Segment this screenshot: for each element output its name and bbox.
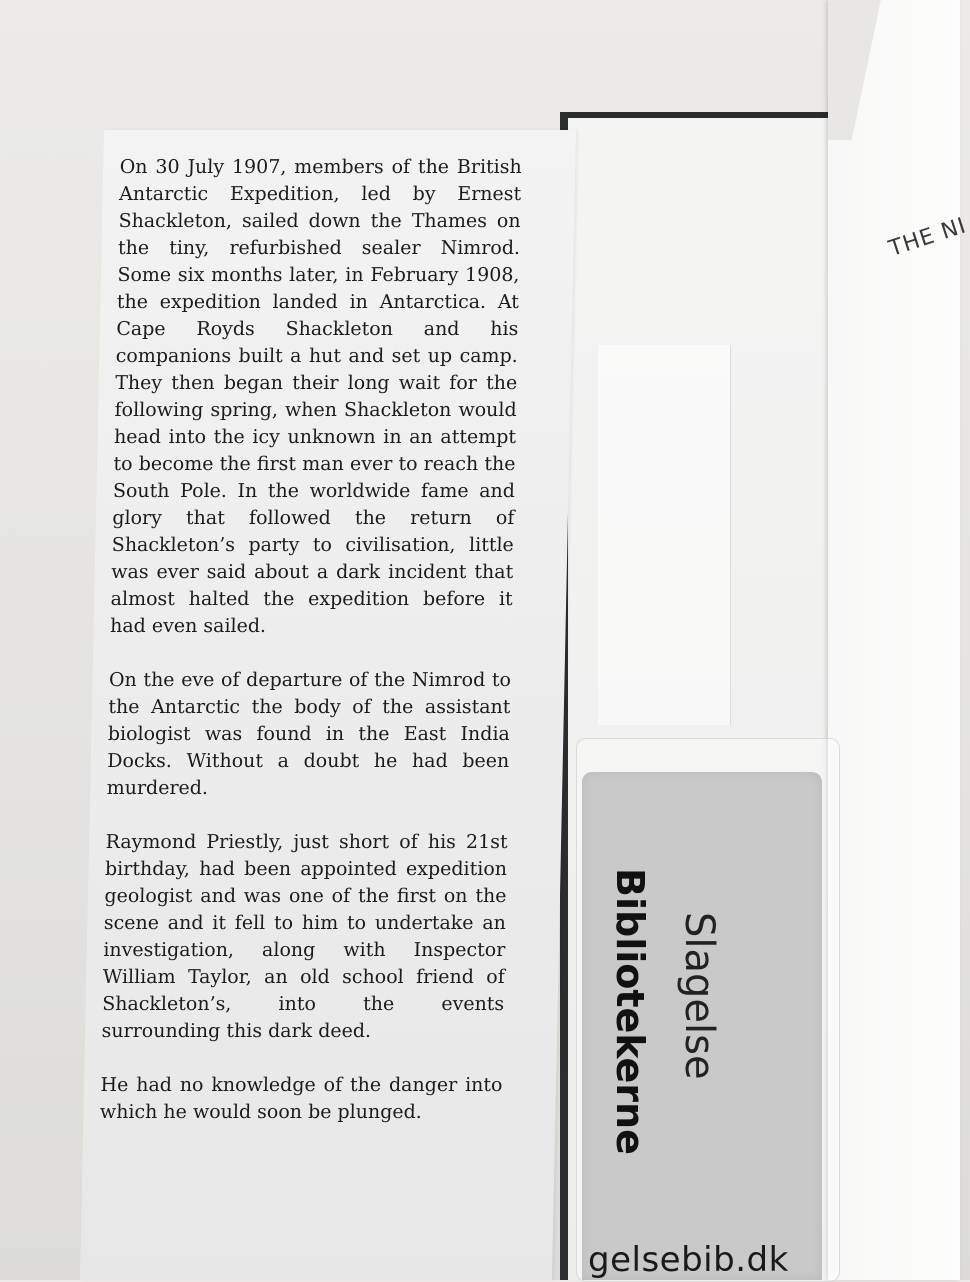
sticker-url: gelsebib.dk bbox=[588, 1240, 789, 1280]
jacket-blurb bbox=[99, 154, 522, 1153]
title-page bbox=[828, 0, 960, 1280]
blurb-paragraph: He had no knowledge of the danger into which he would soon be plunged. bbox=[99, 1074, 503, 1123]
sticker-town-name: Slagelse bbox=[676, 912, 722, 1080]
blurb-paragraph: Raymond Priestly, just short of his 21st birthday, had been appointed expedition geologist and was one of the first on the scene and it fell to him to undertake an investigation, along with Inspector William Taylor, an old school friend of Shackleton’s, into the events surrounding this dark deed. bbox=[101, 831, 508, 1042]
blurb-paragraph: On 30 July 1907, members of the British Antarctic Expedition, led by Ernest Shackleton, sailed down the Thames on the tiny, refurbished sealer Nimrod. Some six months later, in February 1908, the expedition landed in Antarctica. At Cape Royds Shackleton and his companions built a hut and set up camp. They then began their long wait for the following spring, when Shackleton would head into the icy unknown in an attempt to become the first man ever to reach the South Pole. In the worldwide fame and glory that followed the return of Shackleton’s party to civilisation, little was ever said about a dark incident that almost halted the expedition before it had even sailed. bbox=[109, 156, 522, 637]
title-page-heading: THE NI bbox=[886, 213, 970, 262]
tape-residue bbox=[598, 345, 731, 725]
sticker-library-name: Bibliotekerne bbox=[608, 868, 652, 1155]
blurb-paragraph: On the eve of departure of the Nimrod to the Antarctic the body of the assistant biologist was found in the East India Docks. Without a doubt he had been murdered. bbox=[106, 669, 512, 799]
